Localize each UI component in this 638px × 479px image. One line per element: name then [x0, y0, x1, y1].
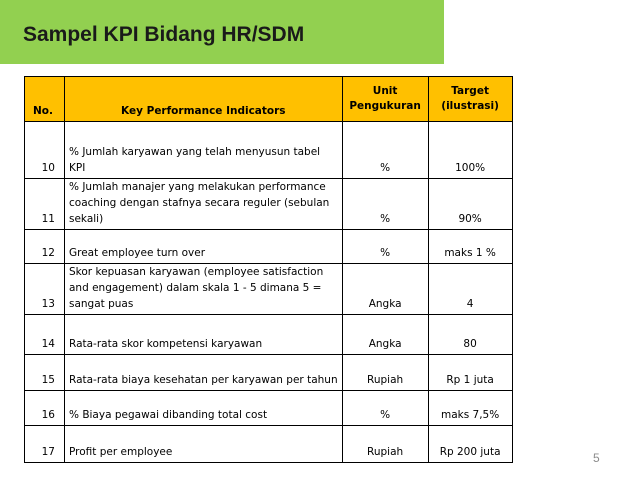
row-no: 14 [25, 315, 65, 355]
row-no: 13 [25, 264, 65, 315]
row-kpi: Skor kepuasan karyawan (employee satisfaction and engagement) dalam skala 1 - 5 dimana 5 = sangat puas [65, 264, 343, 315]
table-row [25, 426, 513, 463]
row-kpi: Profit per employee [65, 426, 343, 463]
row-unit: Rupiah [342, 426, 428, 463]
page-number: 5 [593, 451, 600, 465]
row-target: 90% [428, 179, 512, 230]
row-no: 11 [25, 179, 65, 230]
table-row [25, 355, 513, 391]
row-unit: Rupiah [342, 355, 428, 391]
header-kpi: Key Performance Indicators [65, 77, 343, 122]
row-target: Rp 1 juta [428, 355, 512, 391]
row-target: 80 [428, 315, 512, 355]
row-no: 10 [25, 122, 65, 179]
row-no: 12 [25, 230, 65, 264]
row-kpi: Rata-rata biaya kesehatan per karyawan per tahun [65, 355, 343, 391]
row-kpi: % Jumlah karyawan yang telah menyusun tabel KPI [65, 122, 343, 179]
row-target: 100% [428, 122, 512, 179]
header-target-line1: Target [451, 85, 489, 97]
row-unit: Angka [342, 315, 428, 355]
row-unit: % [342, 391, 428, 426]
row-unit: Angka [342, 264, 428, 315]
row-kpi: Great employee turn over [65, 230, 343, 264]
slide-title: Sampel KPI Bidang HR/SDM [23, 23, 305, 46]
row-kpi: Rata-rata skor kompetensi karyawan [65, 315, 343, 355]
row-no: 16 [25, 391, 65, 426]
row-kpi: % Biaya pegawai dibanding total cost [65, 391, 343, 426]
row-target: maks 7,5% [428, 391, 512, 426]
row-unit: % [342, 179, 428, 230]
table-row [25, 264, 513, 315]
table-row [25, 179, 513, 230]
row-unit: % [342, 122, 428, 179]
title-bar [0, 0, 444, 64]
header-unit-line2: Pengukuran [349, 100, 421, 112]
table-row [25, 391, 513, 426]
row-kpi: % Jumlah manajer yang melakukan performance coaching dengan stafnya secara reguler (sebulan sekali) [65, 179, 343, 230]
row-target: 4 [428, 264, 512, 315]
table-row [25, 230, 513, 264]
row-no: 17 [25, 426, 65, 463]
row-unit: % [342, 230, 428, 264]
row-target: Rp 200 juta [428, 426, 512, 463]
kpi-table [24, 76, 513, 463]
row-no: 15 [25, 355, 65, 391]
header-unit-line1: Unit [372, 85, 398, 97]
table-row [25, 122, 513, 179]
row-target: maks 1 % [428, 230, 512, 264]
table-header-row [25, 77, 513, 122]
header-unit [342, 77, 428, 122]
table-row [25, 315, 513, 355]
header-target-line2: (ilustrasi) [441, 100, 499, 112]
header-no: No. [25, 77, 65, 122]
header-target [428, 77, 512, 122]
